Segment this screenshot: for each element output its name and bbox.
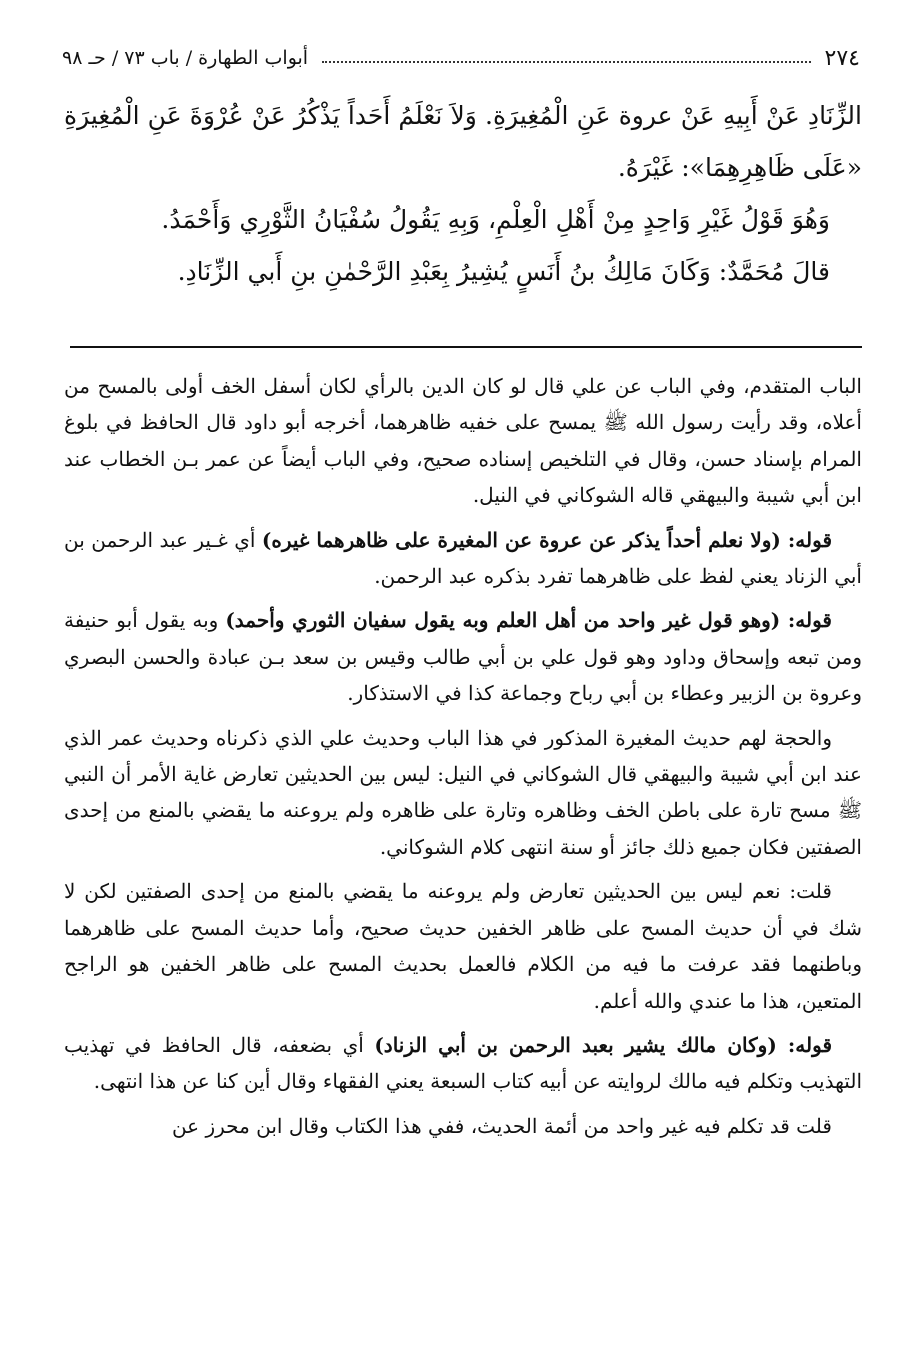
commentary-paragraph	[64, 602, 862, 711]
commentary-paragraph	[64, 522, 862, 595]
running-title: أبواب الطهارة / باب ٧٣ / حـ ٩٨	[62, 47, 309, 69]
commentary-body: أي غـير عبد الرحمن بن أبي الزناد يعني لفظ على ظاهرهما تفرد بذكره عبد الرحمن.	[64, 527, 862, 589]
commentary-paragraph	[64, 1108, 862, 1144]
page-header	[62, 36, 860, 80]
commentary-body: قلت قد تكلم فيه غير واحد من أئمة الحديث، ففي هذا الكتاب وقال ابن محرز عن	[171, 1113, 832, 1138]
commentary-body: قلت: نعم ليس بين الحديثين تعارض ولم يروعنه ما يقضي بالمنع من إحدى الصفتين لكن لا شك في أن حديث المسح على ظاهر الخفين حديث صحيح، وأما حديث المسح على ظاهرهما وباطنهما فقد عرفت ما فيه من الكلام فالعمل بحديث المسح على ظاهر الخفين هو الراجح المتعين، هذا ما عندي والله أعلم.	[64, 879, 862, 1013]
commentary-paragraph	[64, 720, 862, 866]
hadith-text	[64, 90, 862, 298]
section-divider	[70, 346, 862, 348]
commentary-paragraph	[64, 1027, 862, 1100]
commentary-paragraph	[64, 873, 862, 1019]
commentary-paragraph	[64, 368, 862, 514]
commentary-body: والحجة لهم حديث المغيرة المذكور في هذا الباب وحديث علي الذي ذكرناه وحديث عمر الذي عند ابن أبي شيبة والبيهقي قال الشوكاني في النيل: ليس بين الحديثين تعارض غاية الأمر أن النبي ﷺ مسح تارة على باطن الخف وظاهره وتارة على ظاهره ولم يروعنه ما يقضي بالمنع من إحدى الصفتين فكان جميع ذلك جائز أو سنة انتهى كلام الشوكاني.	[64, 725, 862, 859]
commentary-lead: قوله: (وكان مالك يشير بعبد الرحمن بن أبي الزناد)	[374, 1032, 833, 1057]
commentary-body: أي بضعفه، قال الحافظ في تهذيب التهذيب وتكلم فيه مالك لروايته عن أبيه كتاب السبعة يعني الفقهاء وقال أين كنا عن هذا انتهى.	[64, 1032, 862, 1094]
commentary-body: الباب المتقدم، وفي الباب عن علي قال لو كان الدين بالرأي لكان أسفل الخف أولى بالمسح من أعلاه، وقد رأيت رسول الله ﷺ يمسح على خفيه ظاهرهما، أخرجه أبو داود قال الحافظ في بلوغ المرام بإسناد حسن، وقال في التلخيص إسناده صحيح، وفي الباب أيضاً عن عمر بـن الخطاب عند ابن أبي شيبة والبيهقي قاله الشوكاني في النيل.	[64, 374, 862, 508]
commentary-lead: قوله: (وهو قول غير واحد من أهل العلم وبه يقول سفيان الثوري وأحمد)	[225, 608, 832, 633]
commentary-lead: قوله: (ولا نعلم أحداً يذكر عن عروة عن المغيرة على ظاهرهما غيره)	[261, 527, 833, 552]
page-number: ٢٧٤	[824, 45, 860, 71]
dotted-leader	[322, 61, 810, 63]
hadith-paragraph: الزِّنَادِ عَنْ أَبِيهِ عَنْ عروة عَنِ الْمُغِيرَةِ. وَلاَ نَعْلَمُ أَحَداً يَذْكُرُ عَنْ عُرْوَةَ عَنِ الْمُغِيرَةِ «عَلَى ظَاهِرِهِمَا»: غَيْرَهُ.	[64, 101, 862, 182]
hadith-paragraph: وَهُوَ قَوْلُ غَيْرِ وَاحِدٍ مِنْ أَهْلِ الْعِلْمِ، وَبِهِ يَقُولُ سُفْيَانُ الثَّوْرِي وَأَحْمَدُ.	[161, 205, 830, 234]
hadith-paragraph: قالَ مُحَمَّدٌ: وَكَانَ مَالِكُ بنُ أَنَسٍ يُشِيرُ بِعَبْدِ الرَّحْمٰنِ بنِ أَبي الزِّنَادِ.	[177, 257, 830, 286]
commentary-body: وبه يقول أبو حنيفة ومن تبعه وإسحاق وداود وهو قول علي بن أبي طالب وقيس بن سعد بـن عبادة والحسن البصري وعروة بن الزبير وعطاء بن أبي رباح وجماعة كذا في الاستذكار.	[64, 608, 862, 706]
commentary	[64, 368, 862, 1152]
